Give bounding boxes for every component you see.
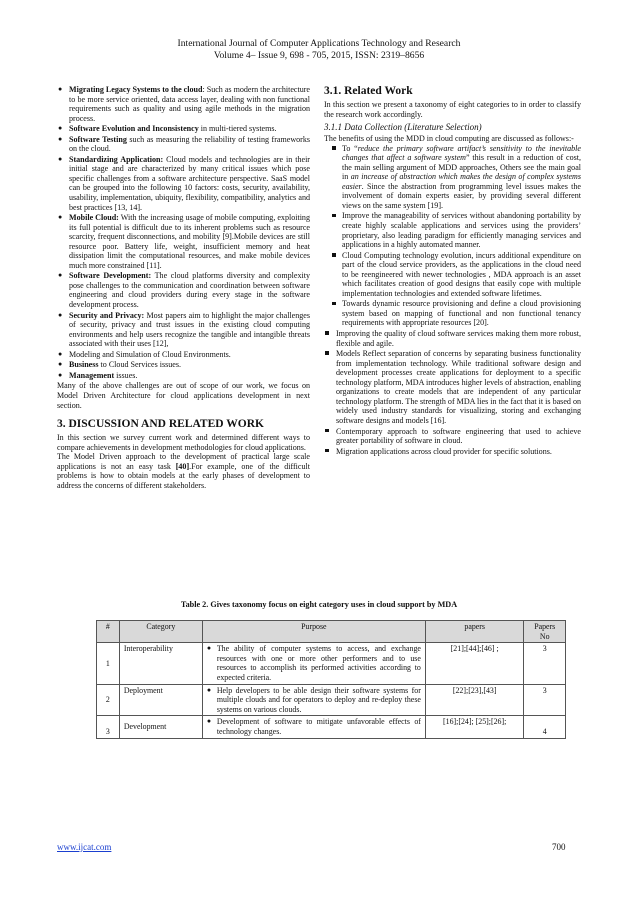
bullet-icon: ● [58, 134, 63, 143]
square-bullet-icon [325, 429, 329, 433]
square-bullet-icon [332, 146, 336, 150]
benefits-sublist [324, 144, 581, 328]
list-item-text: : Such as modern the architecture to be more service oriented, data access layer, dealing with non functional requirements such as quality and using agile methods in the migration process. [69, 85, 310, 123]
square-bullet-icon [332, 253, 336, 257]
list-item-text: Improve the manageability of services without abandoning portability by create highly scalable applications and services using the providers’ proprietary, also leading paradigm for efficiently managing services and applications in a highly automated manner. [342, 211, 581, 250]
bullet-icon: ● [58, 360, 63, 369]
list-item-text: Migration applications across cloud provider for specific solutions. [336, 446, 552, 456]
list-item [57, 311, 310, 349]
list-item [57, 371, 310, 381]
list-item-text: Modeling and Simulation of Cloud Environments. [69, 349, 231, 359]
list-item [324, 144, 581, 211]
bullet-icon: ● [206, 685, 212, 694]
table-row [97, 684, 566, 716]
row-count: 4 [524, 716, 566, 738]
journal-website-link[interactable]: www.ijcat.com [57, 842, 112, 852]
paragraph [57, 452, 310, 490]
row-count: 3 [524, 684, 566, 716]
row-papers: [16];[24]; [25];[26]; [425, 716, 524, 738]
list-item [324, 349, 581, 425]
header-papers: papers [425, 621, 524, 643]
list-item-italic: reduce the primary software artifact’s sensitivity to the inevitable changes that affect a software system [342, 143, 581, 163]
bullet-icon: ● [206, 644, 212, 653]
list-item [57, 350, 310, 360]
row-purpose [202, 716, 425, 738]
list-item-text: ” this result in a reduction of cost, the main selling argument of MDD approaches, Others see the main goal in [342, 153, 581, 182]
bullet-icon: ● [58, 213, 63, 222]
bullet-icon: ● [58, 124, 63, 133]
right-column [324, 85, 581, 457]
journal-title: International Journal of Computer Applications Technology and Research [177, 38, 461, 49]
benefits-list [324, 329, 581, 456]
list-item-text: Most papers aim to highlight the major challenges of security, privacy and trust issues in the existing cloud computing environments and help users recognize the tangible and intangible threats associated with their uses [12], [69, 310, 310, 349]
paragraph: Many of the above challenges are out of scope of our work, we focus on Model Driven Architecture for cloud applications development in next section. [57, 381, 310, 410]
page-number: 700 [552, 842, 566, 852]
row-papers: [21];[44];[46] ; [425, 643, 524, 684]
list-item-bold: Security and Privacy: [69, 310, 145, 320]
paragraph-text: .For example, one of the difficult problems is how to obtain models at the early phases of development to address the concerns of different stakeholders. [57, 461, 310, 490]
list-item [324, 299, 581, 328]
list-item-text: With the increasing usage of mobile computing, exploiting its full potential is difficult due to its inherent problems such as resource scarcity, frequent disconnections, and mobility [9].Mobile devices are still resource poor. Battery life, weight, insufficient memory and heat dissipation limit the computational resources, and make mobile devices much more constrained [11]. [69, 213, 310, 270]
paragraph-text: The Model Driven approach to the development of practical large scale applications is not an easy task [57, 452, 310, 471]
list-item [57, 213, 310, 270]
list-item-bold: Mobile Cloud: [69, 213, 119, 223]
paragraph: In this section we present a taxonomy of eight categories to in order to classify the research work accordingly. [324, 100, 581, 119]
bullet-icon: ● [58, 271, 63, 280]
bullet-icon: ● [58, 349, 63, 358]
list-item-text: Cloud Computing technology evolution, incurs additional expenditure on part of the cloud service providers, as the applications in the cloud need to be reengineered with newer technologies , MDA approach is an asset which facilitates creation of good designs that easily cope with multiple implementation technologies and extended software lifetimes. [342, 250, 581, 298]
list-item-text: Towards dynamic resource provisioning and define a cloud provisioning system based on mapping of functional and non functional tenancy requirements with appropriate resources [20]. [342, 299, 581, 328]
section-heading: 3. DISCUSSION AND RELATED WORK [57, 418, 264, 431]
list-item [324, 427, 581, 446]
row-purpose-text: Help developers to be able design their software systems for multiple clouds and for operators to deploy and re-deploy these systems on various clouds. [216, 685, 421, 714]
row-number: 3 [97, 716, 120, 738]
square-bullet-icon [325, 331, 329, 335]
list-item [57, 155, 310, 212]
list-item [57, 271, 310, 309]
list-item-bold: Software Testing [69, 134, 127, 144]
bullet-icon: ● [58, 154, 63, 163]
row-number: 1 [97, 643, 120, 684]
header-purpose: Purpose [202, 621, 425, 643]
left-column [57, 85, 310, 490]
list-item-text: Models Reflect separation of concerns by separating business functionality from implementation technology. While traditional software design and development processes create applications for deployment to a specific technology platform, MDA introduces higher levels of abstraction, enabling organizations to create models that are independent of any particular technology platform. The strength of MDA lies in the fact that it is based on widely used industry standards for visualizing, storing and exchanging software designs and models [16]. [336, 349, 581, 425]
table-caption: Table 2. Gives taxonomy focus on eight category uses in cloud support by MDA [180, 600, 458, 609]
row-papers: [22];[23],[43] [425, 684, 524, 716]
list-item-italic: an increase of abstraction which makes the design of complex systems easier [342, 172, 581, 191]
square-bullet-icon [325, 351, 329, 355]
list-item-bold: Business [69, 360, 99, 370]
list-item-text: . Since the abstraction from programming level issues makes the involvement of domain experts easier, by providing several different views on the same system [19]. [342, 181, 581, 210]
paragraph: The benefits of using the MDD in cloud computing are discussed as follows:- [324, 134, 574, 144]
bullet-icon: ● [58, 85, 63, 93]
bullet-icon: ● [206, 717, 212, 726]
row-number: 2 [97, 684, 120, 716]
list-item-bold: Standardizing Application: [69, 154, 164, 164]
row-category: Deployment [119, 684, 202, 716]
list-item-text: such as measuring the reliability of testing frameworks on the cloud. [69, 134, 310, 154]
list-item-text: Contemporary approach to software engineering that used to achieve greater portability of software in cloud. [336, 426, 581, 446]
list-item [57, 85, 310, 123]
square-bullet-icon [332, 302, 336, 306]
bullet-icon: ● [58, 310, 63, 319]
square-bullet-icon [325, 449, 329, 453]
list-item [57, 360, 310, 370]
list-item-text: in multi-tiered systems. [198, 124, 277, 134]
list-item-bold: Migrating Legacy Systems to the cloud [69, 85, 203, 94]
row-purpose-text: The ability of computer systems to access, and exchange resources with one or more other performers and to use resources to accomplish its performed activities according to expected criteria. [216, 644, 421, 682]
row-purpose-text: Development of software to mitigate unfavorable effects of technology changes. [216, 717, 421, 736]
list-item-bold: Software Evolution and Inconsistency [69, 124, 199, 134]
section-heading: 3.1. Related Work [324, 85, 413, 97]
list-item-text: Cloud models and technologies are in their initial stage and are characterized by many critical issues which pose specific challenges from a software architecture perspective. SaaS model can be grouped into the following 10 factors: costs, security, availability, usability, implementation, ubiquity, flexibility, compatibility, analytics and best practices [13, 14]. [69, 154, 310, 212]
header-papers-no: Papers No [524, 621, 566, 643]
header-category: Category [119, 621, 202, 643]
table-row [97, 643, 566, 684]
subsection-heading: 3.1.1 Data Collection (Literature Selection) [324, 122, 482, 133]
row-count: 3 [524, 643, 566, 684]
list-item [57, 124, 310, 134]
row-category: Development [119, 716, 202, 738]
list-item-text: The cloud platforms diversity and complexity pose challenges to the communication and coordination between software engineering and cloud providers during every stage in the software development process. [69, 271, 311, 310]
square-bullet-icon [332, 214, 336, 218]
list-item [324, 329, 581, 348]
list-item-bold: Software Development: [69, 271, 152, 281]
citation-ref: [40] [175, 461, 190, 471]
journal-volume: Volume 4– Issue 9, 698 - 705, 2015, ISSN: 2319–8656 [213, 50, 425, 61]
bullet-icon: ● [58, 370, 63, 379]
table-header-row [97, 621, 566, 643]
table-row [97, 716, 566, 738]
list-item [324, 447, 581, 457]
row-purpose [202, 643, 425, 684]
list-item-text: issues. [114, 370, 138, 380]
row-category: Interoperability [119, 643, 202, 684]
list-item-text: Improving the quality of cloud software services making them more robust, flexible and agile. [336, 329, 581, 348]
list-item-bold: Management [69, 370, 115, 380]
row-purpose [202, 684, 425, 716]
paragraph: In this section we survey current work and determined different ways to compare achievements in development methodologies for cloud applications. [57, 433, 310, 452]
list-item-text: to Cloud Services issues. [98, 360, 182, 370]
list-item-text: To “ [342, 143, 358, 153]
challenges-list [57, 85, 310, 380]
journal-header [0, 38, 638, 62]
list-item [57, 135, 310, 154]
list-item [324, 251, 581, 299]
taxonomy-table [96, 620, 566, 739]
header-number: # [97, 621, 120, 643]
list-item [324, 211, 581, 249]
